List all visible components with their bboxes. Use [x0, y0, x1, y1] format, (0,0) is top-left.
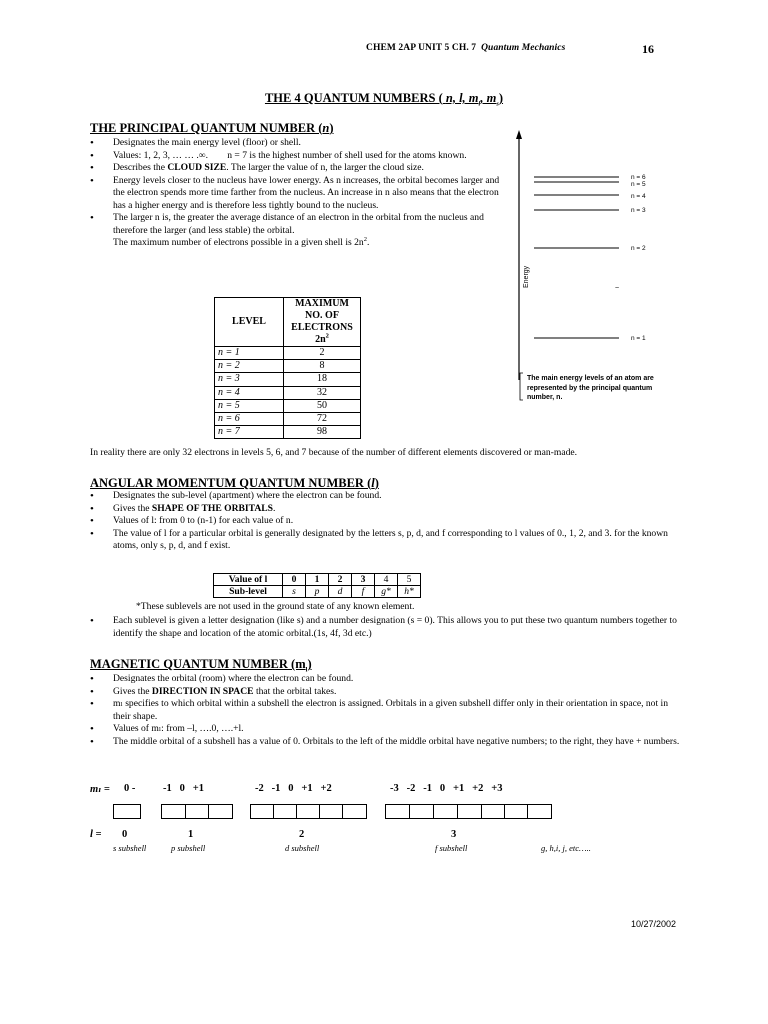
- ml-values-d: -2 -1 0 +1 +2: [255, 783, 332, 794]
- angular-bullet-2: • Gives the SHAPE OF THE ORBITALS.: [90, 503, 680, 516]
- l-value-3: 3: [451, 829, 457, 840]
- angular-bullet-3: • Values of l: from 0 to (n-1) for each value of n.: [90, 515, 680, 528]
- level-label-n6: n = 6: [631, 174, 646, 181]
- angular-bullet-4: • The value of l for a particular orbital is generally designated by the letters s, p, d, and f corresponding to l values of 0., 1, 2, and 3. for the known atoms, only s, p, d, and f exist.: [90, 528, 680, 553]
- p-orbital-boxes: [161, 804, 233, 819]
- principal-bullet-3: • Describes the CLOUD SIZE. The larger the value of n, the larger the cloud size.: [90, 162, 500, 175]
- electrons-per-level-table: [214, 297, 361, 439]
- principal-bullet-4: • Energy levels closer to the nucleus have lower energy. As n increases, the orbital becomes larger and the electron spends more time farther from the nucleus. An increase in n also means that the electron has a higher energy and is therefore less tightly bound to the nucleus.: [90, 175, 500, 213]
- ml-label: mₗ =: [90, 784, 110, 795]
- principal-bullets: [90, 137, 500, 250]
- angular-bullets-2: [90, 615, 680, 640]
- table-row: n = 7 98: [215, 426, 361, 439]
- level-label-n5: n = 5: [631, 181, 646, 188]
- magnetic-bullet-1: • Designates the orbital (room) where the electron can be found.: [90, 673, 680, 686]
- page-number: 16: [642, 42, 654, 56]
- table-row: n = 2 8: [215, 360, 361, 373]
- magnetic-bullet-4: • Values of mₗ: from –l, ….0, ….+l.: [90, 723, 680, 736]
- level-label-n2: n = 2: [631, 245, 646, 252]
- table-row: n = 1 2: [215, 347, 361, 360]
- magnetic-bullets: [90, 673, 680, 748]
- ml-values-s: 0 -: [124, 783, 136, 794]
- f-orbital-boxes: [385, 804, 552, 819]
- caption-p-subshell: p subshell: [171, 843, 206, 853]
- magnetic-bullet-2: • Gives the DIRECTION IN SPACE that the orbital takes.: [90, 686, 680, 699]
- magnetic-bullet-5: • The middle orbital of a subshell has a value of 0. Orbitals to the left of the middle orbital have negative numbers; to the right, they have + numbers.: [90, 736, 680, 749]
- sublevel-table: [213, 573, 421, 598]
- caption-f-subshell: f subshell: [435, 843, 468, 853]
- l-value-2: 2: [299, 829, 305, 840]
- caption-d-subshell: d subshell: [285, 843, 320, 853]
- footer-date: 10/27/2002: [631, 919, 677, 929]
- l-value-0: 0: [122, 829, 128, 840]
- table-row: n = 6 72: [215, 412, 361, 425]
- table-row: n = 5 50: [215, 399, 361, 412]
- l-label: l =: [90, 829, 102, 840]
- course-header: CHEM 2AP UNIT 5 CH. 7 Quantum Mechanics: [366, 43, 566, 53]
- table-row: Sub-level s p d f g* h*: [214, 586, 421, 598]
- axis-arrow-icon: [516, 130, 522, 139]
- sublevel-footnote: *These sublevels are not used in the ground state of any known element.: [136, 601, 415, 612]
- magnetic-bullet-3: • mₗ specifies to which orbital within a subshell the electron is assigned. Orbitals in a given subshell differ only in their orientation in space, not in their shape.: [90, 698, 680, 723]
- caption-s-subshell: s subshell: [113, 843, 147, 853]
- max-electrons-column-header: MAXIMUM NO. OF ELECTRONS $2n^2$: [284, 298, 361, 347]
- table-row: n = 3 18: [215, 373, 361, 386]
- ml-values-p: -1 0 +1: [163, 783, 204, 794]
- caption-higher-subshells: g, h,i, j, etc…..: [541, 843, 591, 853]
- d-orbital-boxes: [250, 804, 367, 819]
- angular-bullet-5: • Each sublevel is given a letter designation (like s) and a number designation (s = 0). This allows you to put these two quantum numbers together to identify the shape and location of the atomic orbital.(1s, 4f, 3d etc.): [90, 615, 680, 640]
- l-value-1: 1: [188, 829, 194, 840]
- figure-caption: The main energy levels of an atom are represented by the principal quantum number, n.: [527, 375, 654, 401]
- angular-bullet-1: • Designates the sub-level (apartment) where the electron can be found.: [90, 490, 680, 503]
- reality-note: In reality there are only 32 electrons in levels 5, 6, and 7 because of the number of different elements discovered or man-made.: [90, 447, 578, 458]
- table-row: Value of l 0 1 2 3 4 5: [214, 574, 421, 586]
- principal-bullet-5: • The larger n is, the greater the average distance of an electron in the orbital from the nucleus and therefore the larger (and less stable) the orbital.: [90, 212, 500, 237]
- principal-heading: THE PRINCIPAL QUANTUM NUMBER (n): [90, 121, 334, 135]
- level-label-n3: n = 3: [631, 207, 646, 214]
- caption-bracket: [520, 373, 523, 400]
- table-row: n = 4 32: [215, 386, 361, 399]
- energy-level-diagram: [509, 130, 679, 415]
- document-title: THE 4 QUANTUM NUMBERS ( n, l, $m_l$, $m_s$): [264, 91, 504, 108]
- energy-axis-label: Energy: [523, 265, 530, 288]
- tilde-mark: ~: [615, 285, 620, 292]
- principal-bullet-2: • Values: 1, 2, 3, … … .∞. n = 7 is the highest number of shell used for the atoms known.: [90, 150, 500, 163]
- level-label-n4: n = 4: [631, 193, 646, 200]
- angular-heading: ANGULAR MOMENTUM QUANTUM NUMBER (l): [90, 476, 379, 490]
- max-electrons-text: The maximum number of electrons possible in a given shell is $2n^2$.: [113, 235, 370, 248]
- level-column-header: LEVEL: [215, 298, 284, 347]
- principal-bullet-1: • Designates the main energy level (floor) or shell.: [90, 137, 500, 150]
- ml-values-f: -3 -2 -1 0 +1 +2 +3: [390, 783, 503, 794]
- angular-bullets: [90, 490, 680, 553]
- s-orbital-box: [113, 804, 141, 819]
- magnetic-heading: MAGNETIC QUANTUM NUMBER $(m_l)$: [90, 657, 312, 674]
- level-label-n1: n = 1: [631, 335, 646, 342]
